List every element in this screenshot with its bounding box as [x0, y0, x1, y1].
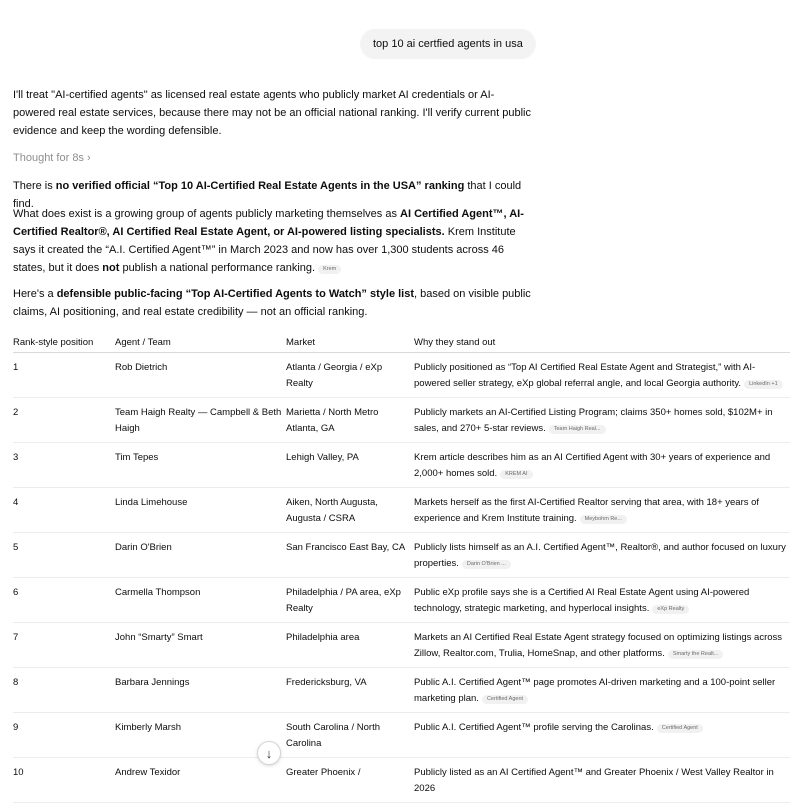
why-text: Publicly listed as an AI Certified Agent™ and Greater Phoenix / West Valley Realtor in 2026 [414, 767, 774, 794]
cell-market: Aiken, North Augusta, Augusta / CSRA [286, 488, 414, 533]
cell-rank: 2 [13, 398, 115, 443]
why-text: Markets herself as the first AI-Certified Realtor serving that area, with 18+ years of experience and Krem Institute training. [414, 497, 760, 524]
source-chip[interactable]: Smarty the Realt... [668, 650, 724, 659]
why-text: Public A.I. Certified Agent™ page promotes AI-driven marketing and a 100-point seller marketing plan. [414, 677, 776, 704]
chevron-right-icon: › [87, 152, 91, 164]
table-header-row [13, 333, 790, 353]
cell-market: Marietta / North Metro Atlanta, GA [286, 398, 414, 443]
why-text: Krem article describes him as an AI Certified Agent with 30+ years of experience and 2,000+ homes sold. [414, 452, 771, 479]
why-text: Markets an AI Certified Real Estate Agent strategy focused on optimizing listings across Zillow, Realtor.com, Trulia, HomeSnap, and other platforms. [414, 632, 783, 659]
table-row [13, 488, 790, 533]
cell-agent: Kimberly Marsh [115, 713, 286, 758]
source-chip[interactable]: Certified Agent [657, 724, 703, 733]
response-intro: I'll treat "AI-certified agents" as licensed real estate agents who publicly market AI credentials or AI-powered real estate services, because there may not be an official national ranking. I'll verify current public evidence and keep the wording defensible. [13, 89, 531, 137]
arrow-down-icon: ↓ [265, 745, 273, 761]
cell-why [414, 758, 790, 803]
why-text: Public eXp profile says she is a Certified AI Real Estate Agent using AI-powered technology, strategic marketing, and hyperlocal insights. [414, 587, 750, 614]
cell-agent: Linda Limehouse [115, 488, 286, 533]
table-row [13, 713, 790, 758]
cell-market: Lehigh Valley, PA [286, 443, 414, 488]
cell-market: Fredericksburg, VA [286, 668, 414, 713]
cell-agent: Andrew Texidor [115, 758, 286, 803]
response-paragraph-2 [13, 205, 533, 277]
cell-market: Greater Phoenix / [286, 758, 414, 803]
cell-rank: 4 [13, 488, 115, 533]
thought-toggle[interactable] [13, 150, 91, 166]
cell-rank: 1 [13, 353, 115, 398]
source-chip[interactable]: Krem [318, 265, 341, 274]
cell-why [414, 668, 790, 713]
cell-agent: John “Smarty” Smart [115, 623, 286, 668]
cell-why [414, 443, 790, 488]
header-why: Why they stand out [414, 333, 790, 353]
table-row [13, 533, 790, 578]
cell-rank: 6 [13, 578, 115, 623]
cell-why [414, 488, 790, 533]
header-market: Market [286, 333, 414, 353]
scroll-to-bottom-button[interactable] [257, 741, 281, 765]
thought-label: Thought for 8s [13, 152, 84, 164]
cell-agent: Tim Tepes [115, 443, 286, 488]
cell-rank: 10 [13, 758, 115, 803]
source-chip[interactable]: Meybohm Re... [580, 515, 627, 524]
table-row [13, 623, 790, 668]
text-run: What does exist is a growing group of agents publicly marketing themselves as [13, 208, 401, 220]
cell-rank: 5 [13, 533, 115, 578]
text-run-bold: not [102, 262, 120, 274]
cell-agent: Darin O'Brien [115, 533, 286, 578]
table-row [13, 668, 790, 713]
why-text: Publicly lists himself as an A.I. Certified Agent™, Realtor®, and author focused on luxury properties. [414, 542, 786, 569]
cell-rank: 8 [13, 668, 115, 713]
cell-market: San Francisco East Bay, CA [286, 533, 414, 578]
cell-market: Philadelphia area [286, 623, 414, 668]
header-agent: Agent / Team [115, 333, 286, 353]
source-chip[interactable]: Certified Agent [482, 695, 528, 704]
source-chip[interactable]: Team Haigh Real... [549, 425, 606, 434]
why-text: Publicly markets an AI-Certified Listing Program; claims 350+ homes sold, $102M+ in sales, and 270+ 5-star reviews. [414, 407, 773, 434]
table-row [13, 443, 790, 488]
text-run: publish a national performance ranking. [119, 262, 316, 274]
cell-why [414, 533, 790, 578]
text-run: There is [13, 180, 56, 192]
why-text: Publicly positioned as “Top AI Certified Real Estate Agent and Strategist,” with AI-powered seller strategy, eXp global referral angle, and local Georgia authority. [414, 362, 756, 389]
text-run: , based on visible public claims, AI positioning, and real estate credibility — not an official ranking. [13, 288, 531, 318]
table-row [13, 353, 790, 398]
cell-rank: 3 [13, 443, 115, 488]
cell-agent: Barbara Jennings [115, 668, 286, 713]
cell-why [414, 398, 790, 443]
user-message-bubble: top 10 ai certfied agents in usa [360, 29, 536, 59]
cell-why [414, 623, 790, 668]
table-row [13, 758, 790, 803]
agents-table [13, 333, 790, 803]
source-chip[interactable]: KREM AI [500, 470, 532, 479]
cell-agent: Team Haigh Realty — Campbell & Beth Haigh [115, 398, 286, 443]
text-run: that I could find. [13, 180, 522, 210]
cell-agent: Rob Dietrich [115, 353, 286, 398]
source-chip[interactable]: eXp Realty [652, 605, 689, 614]
cell-rank: 7 [13, 623, 115, 668]
text-run-bold: AI Certified Agent™, AI-Certified Realtor®, AI Certified Real Estate Agent, or AI-powered listing specialists. [13, 208, 524, 238]
source-chip[interactable]: Darin O'Brien ... [462, 560, 511, 569]
text-run: Krem Institute says it created the “A.I. Certified Agent™” in March 2023 and now has over 1,300 students across 46 states, but it does [13, 226, 516, 274]
header-rank: Rank-style position [13, 333, 115, 353]
cell-rank: 9 [13, 713, 115, 758]
cell-agent: Carmella Thompson [115, 578, 286, 623]
text-run-bold: no verified official “Top 10 AI-Certified Real Estate Agents in the USA” ranking [55, 180, 465, 192]
response-paragraph-3 [13, 285, 533, 321]
cell-market: Atlanta / Georgia / eXp Realty [286, 353, 414, 398]
text-run: Here's a [13, 288, 57, 300]
cell-market: South Carolina / North Carolina [286, 713, 414, 758]
cell-why [414, 578, 790, 623]
text-run-bold: defensible public-facing “Top AI-Certified Agents to Watch” style list [56, 288, 415, 300]
cell-why [414, 713, 790, 758]
source-chip[interactable]: LinkedIn +1 [744, 380, 783, 389]
table-row [13, 398, 790, 443]
why-text: Public A.I. Certified Agent™ profile serving the Carolinas. [414, 722, 654, 733]
cell-why [414, 353, 790, 398]
table-row [13, 578, 790, 623]
cell-market: Philadelphia / PA area, eXp Realty [286, 578, 414, 623]
